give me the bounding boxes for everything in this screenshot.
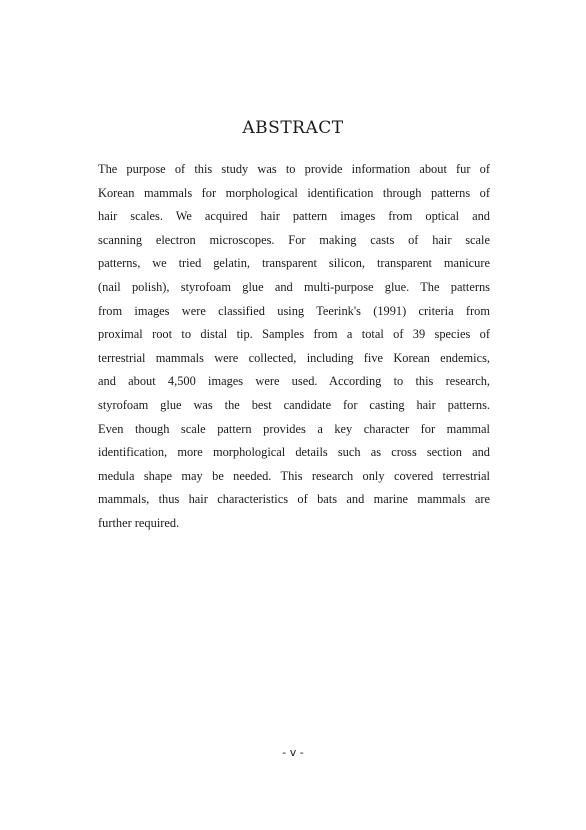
abstract-line: proximal root to distal tip. Samples from a total of 39 species of bbox=[98, 327, 490, 342]
abstract-line: terrestrial mammals were collected, including five Korean endemics, bbox=[98, 350, 490, 365]
abstract-line: (nail polish), styrofoam glue and multi-purpose glue. The patterns bbox=[98, 279, 490, 294]
abstract-line: further required. bbox=[98, 515, 180, 530]
page-number: - v - bbox=[282, 746, 304, 759]
abstract-line: styrofoam glue was the best candidate for casting hair patterns. bbox=[98, 397, 490, 412]
abstract-line: Even though scale pattern provides a key character for mammal bbox=[98, 421, 490, 436]
abstract-line: mammals, thus hair characteristics of bats and marine mammals are bbox=[98, 492, 490, 507]
abstract-line: patterns, we tried gelatin, transparent silicon, transparent manicure bbox=[98, 256, 490, 271]
abstract-line: identification, more morphological details such as cross section and bbox=[98, 445, 490, 460]
abstract-line: and about 4,500 images were used. According to this research, bbox=[98, 374, 490, 389]
abstract-line: medula shape may be needed. This research only covered terrestrial bbox=[98, 468, 490, 483]
abstract-line: Korean mammals for morphological identification through patterns of bbox=[98, 185, 490, 200]
abstract-body bbox=[98, 158, 490, 536]
abstract-line: scanning electron microscopes. For making casts of hair scale bbox=[98, 232, 490, 247]
abstract-line: from images were classified using Teerink's (1991) criteria from bbox=[98, 303, 490, 318]
abstract-line: hair scales. We acquired hair pattern images from optical and bbox=[98, 209, 490, 224]
page-title: ABSTRACT bbox=[242, 118, 344, 138]
abstract-line: The purpose of this study was to provide information about fur of bbox=[98, 162, 490, 176]
